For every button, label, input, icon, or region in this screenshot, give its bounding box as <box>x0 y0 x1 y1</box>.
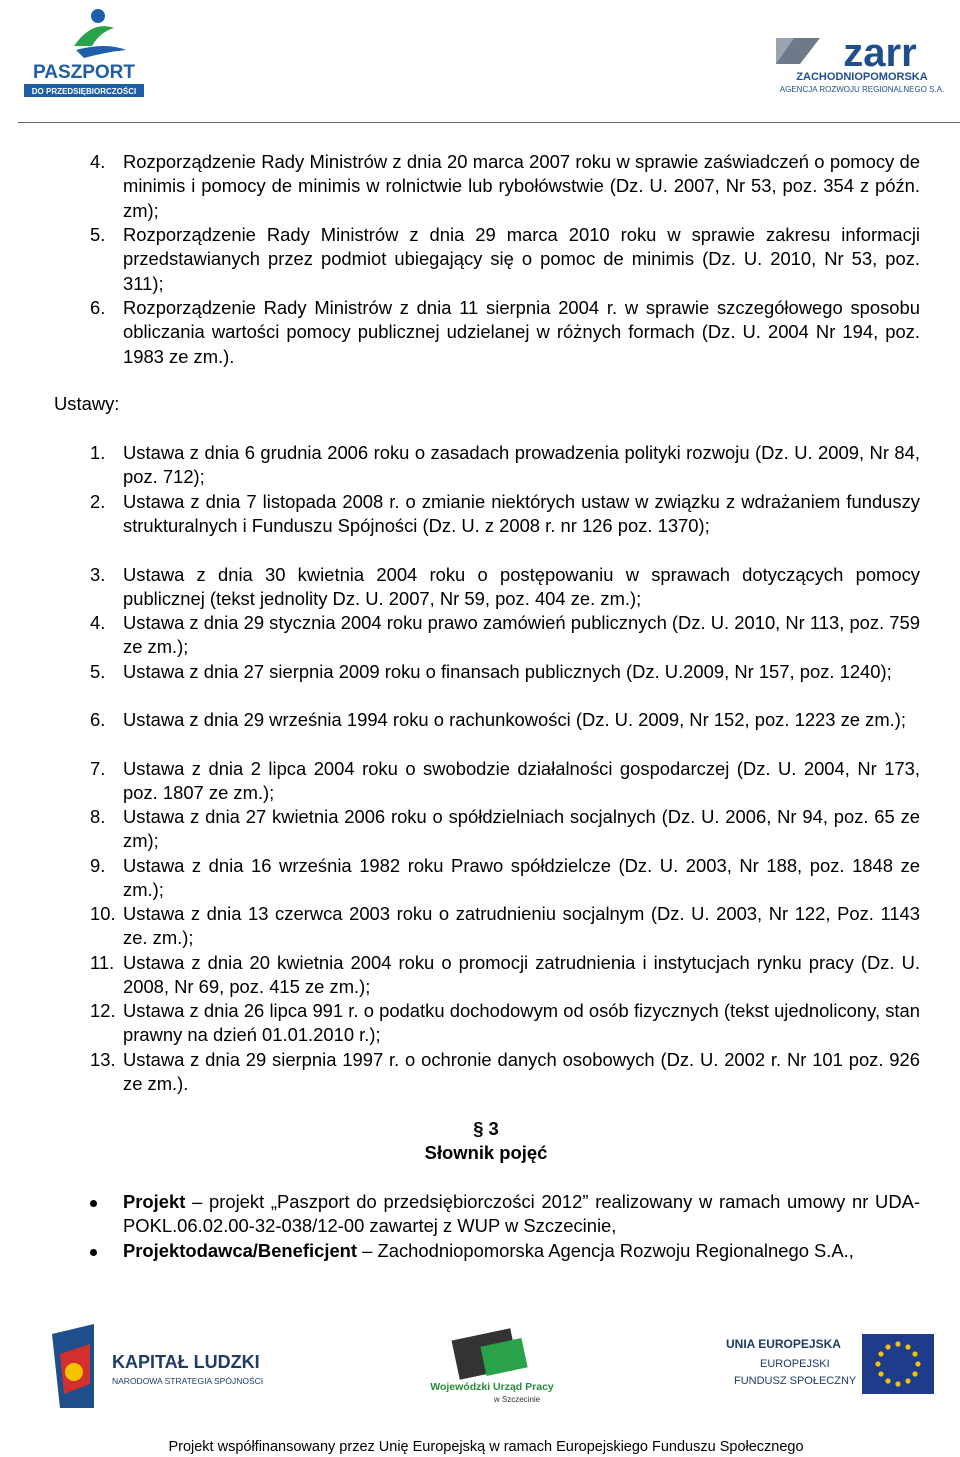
list-item-text: Ustawa z dnia 30 kwietnia 2004 roku o postępowaniu w sprawach dotyczących pomocy publicznej (tekst jednolity Dz. U. 2007, Nr 59, poz. 404 ze. zm.); <box>123 563 920 609</box>
list-item <box>0 660 960 709</box>
paszport-logo-subtext: DO PRZEDSIĘBIORCZOŚCI <box>31 87 137 96</box>
kapital-ludzki-title: KAPITAŁ LUDZKI <box>112 1352 260 1372</box>
list-item <box>0 441 960 490</box>
definition-term: Projektodawca/Beneficjent <box>123 1240 358 1261</box>
ue-logo-line1: UNIA EUROPEJSKA <box>726 1337 841 1351</box>
list-item <box>0 951 960 1000</box>
list-item <box>0 490 960 563</box>
zarr-logo-line1: ZACHODNIOPOMORSKA <box>796 71 928 83</box>
list-item <box>0 1048 960 1097</box>
ue-logo-line2: EUROPEJSKI <box>760 1358 830 1370</box>
list-item-number: 4. <box>90 151 106 172</box>
list-item-text: Ustawa z dnia 13 czerwca 2003 roku o zatrudnieniu socjalnym (Dz. U. 2003, Nr 122, Poz. 1143 ze. zm.); <box>123 903 920 949</box>
list-item <box>0 902 960 951</box>
list-item-number: 9. <box>90 854 106 876</box>
list-item <box>0 296 960 369</box>
list-item <box>0 999 960 1048</box>
list-item-text: Ustawa z dnia 29 sierpnia 1997 r. o ochronie danych osobowych (Dz. U. 2002 r. Nr 101 poz. 926 ze zm.). <box>123 1048 920 1094</box>
list-item-text: Rozporządzenie Rady Ministrów z dnia 11 sierpnia 2004 r. w sprawie szczegółowego sposobu obliczania wartości pomocy publicznej udzielanej w różnych formach (Dz. U. 2004 Nr 194, poz. 1983 ze zm.). <box>123 297 920 367</box>
list-item-number: 6. <box>90 709 106 730</box>
wup-logo <box>425 1328 560 1410</box>
kapital-ludzki-subtitle: NARODOWA STRATEGIA SPÓJNOŚCI <box>112 1376 264 1386</box>
list-item-number: 7. <box>90 757 106 779</box>
header-divider <box>18 122 960 123</box>
definition-item <box>0 1190 960 1239</box>
list-item-text: Rozporządzenie Rady Ministrów z dnia 29 marca 2010 roku w sprawie zakresu informacji przedstawianych przez podmiot ubiegający się o pomoc de minimis (Dz. U. 2010, Nr 53, poz. 311); <box>123 224 920 294</box>
list-item-number: 4. <box>90 612 106 633</box>
list-item-text: Ustawa z dnia 7 listopada 2008 r. o zmianie niektórych ustaw w związku z wdrażaniem funduszy strukturalnych i Funduszu Spójności (Dz. U. z 2008 r. nr 126 poz. 1370); <box>123 490 920 536</box>
wup-logo-title: Wojewódzki Urząd Pracy <box>430 1381 554 1393</box>
list-item <box>0 708 960 757</box>
list-item-text: Ustawa z dnia 27 sierpnia 2009 roku o finansach publicznych (Dz. U.2009, Nr 157, poz. 1240); <box>123 660 892 682</box>
list-item <box>0 854 960 903</box>
list-item-text: Ustawa z dnia 20 kwietnia 2004 roku o promocji zatrudnienia i instytucjach rynku pracy (Dz. U. 2008, Nr 69, poz. 415 ze zm.); <box>123 951 920 997</box>
list-item <box>0 150 960 223</box>
list-item-number: 1. <box>90 442 106 463</box>
definition-item <box>0 1239 960 1288</box>
list-item <box>0 611 960 660</box>
list-item-number: 5. <box>90 660 106 682</box>
list-item-text: Rozporządzenie Rady Ministrów z dnia 20 marca 2007 roku w sprawie zaświadczeń o pomocy de minimis i pomocy de minimis w rolnictwie lub rybołówstwie (Dz. U. 2007, Nr 53, poz. 354 z późn. zm); <box>123 151 920 221</box>
definitions-list <box>0 1190 960 1288</box>
list-item-text: Ustawa z dnia 27 kwietnia 2006 roku o spółdzielniach socjalnych (Dz. U. 2006, Nr 94, poz. 65 ze zm); <box>123 806 920 852</box>
list-item <box>0 223 960 296</box>
zarr-logo-line2: AGENCJA ROZWOJU REGIONALNEGO S.A. <box>779 85 945 94</box>
regulations-list <box>0 150 960 369</box>
list-item-number: 6. <box>90 297 106 318</box>
paszport-logo-text: PASZPORT <box>32 62 136 83</box>
section-number: § 3 <box>473 1118 499 1139</box>
footer-logos <box>0 1320 960 1420</box>
list-item-text: Ustawa z dnia 6 grudnia 2006 roku o zasadach prowadzenia polityki rozwoju (Dz. U. 2009, Nr 84, poz. 712); <box>123 442 920 488</box>
definition-term: Projekt <box>123 1191 186 1212</box>
bullet-icon <box>90 1249 97 1256</box>
footer-caption: Projekt współfinansowany przez Unię Europejską w ramach Europejskiego Funduszu Społecznego <box>168 1439 804 1455</box>
list-item-number: 3. <box>90 563 106 585</box>
acts-list <box>0 441 960 1096</box>
definition-text: – projekt „Paszport do przedsiębiorczości 2012” realizowany w ramach umowy nr UDA-POKL.06.02.00-32-038/12-00 zawartej z WUP w Szczecinie, <box>123 1191 920 1237</box>
list-item-text: Ustawa z dnia 16 września 1982 roku Prawo spółdzielcze (Dz. U. 2003, Nr 188, poz. 1848 ze zm.); <box>123 854 920 900</box>
ue-efs-logo <box>722 1332 940 1406</box>
list-item-number: 5. <box>90 224 106 245</box>
kapital-ludzki-logo <box>50 1324 290 1408</box>
paszport-logo <box>14 6 154 108</box>
zarr-logo <box>776 34 948 100</box>
section-title: Słownik pojęć <box>424 1142 548 1163</box>
definition-text: – Zachodniopomorska Agencja Rozwoju Regionalnego S.A., <box>357 1240 854 1261</box>
list-item <box>0 757 960 806</box>
list-item-text: Ustawa z dnia 29 września 1994 roku o rachunkowości (Dz. U. 2009, Nr 152, poz. 1223 ze zm.); <box>123 709 907 730</box>
bullet-icon <box>90 1200 97 1207</box>
list-item-number: 11. <box>90 951 115 973</box>
list-item <box>0 805 960 854</box>
page-header <box>0 0 960 125</box>
list-item-text: Ustawa z dnia 29 stycznia 2004 roku prawo zamówień publicznych (Dz. U. 2010, Nr 113, poz. 759 ze zm.); <box>123 612 920 658</box>
list-item-number: 2. <box>90 490 106 512</box>
list-item-number: 13. <box>90 1048 116 1070</box>
wup-logo-subtitle: w Szczecinie <box>493 1395 541 1404</box>
list-item <box>0 563 960 612</box>
list-item-number: 10. <box>90 903 116 924</box>
list-item-number: 8. <box>90 806 106 827</box>
zarr-logo-text: zarr <box>843 34 917 75</box>
ue-logo-line3: FUNDUSZ SPOŁECZNY <box>734 1375 857 1387</box>
list-item-text: Ustawa z dnia 26 lipca 991 r. o podatku dochodowym od osób fizycznych (tekst ujednolicony, stan prawny na dzień 01.01.2010 r.); <box>123 1000 920 1046</box>
list-item-number: 12. <box>90 1000 116 1021</box>
section-heading-ustawy: Ustawy: <box>54 393 120 414</box>
list-item-text: Ustawa z dnia 2 lipca 2004 roku o swobodzie działalności gospodarczej (Dz. U. 2004, Nr 173, poz. 1807 ze zm.); <box>123 757 920 803</box>
